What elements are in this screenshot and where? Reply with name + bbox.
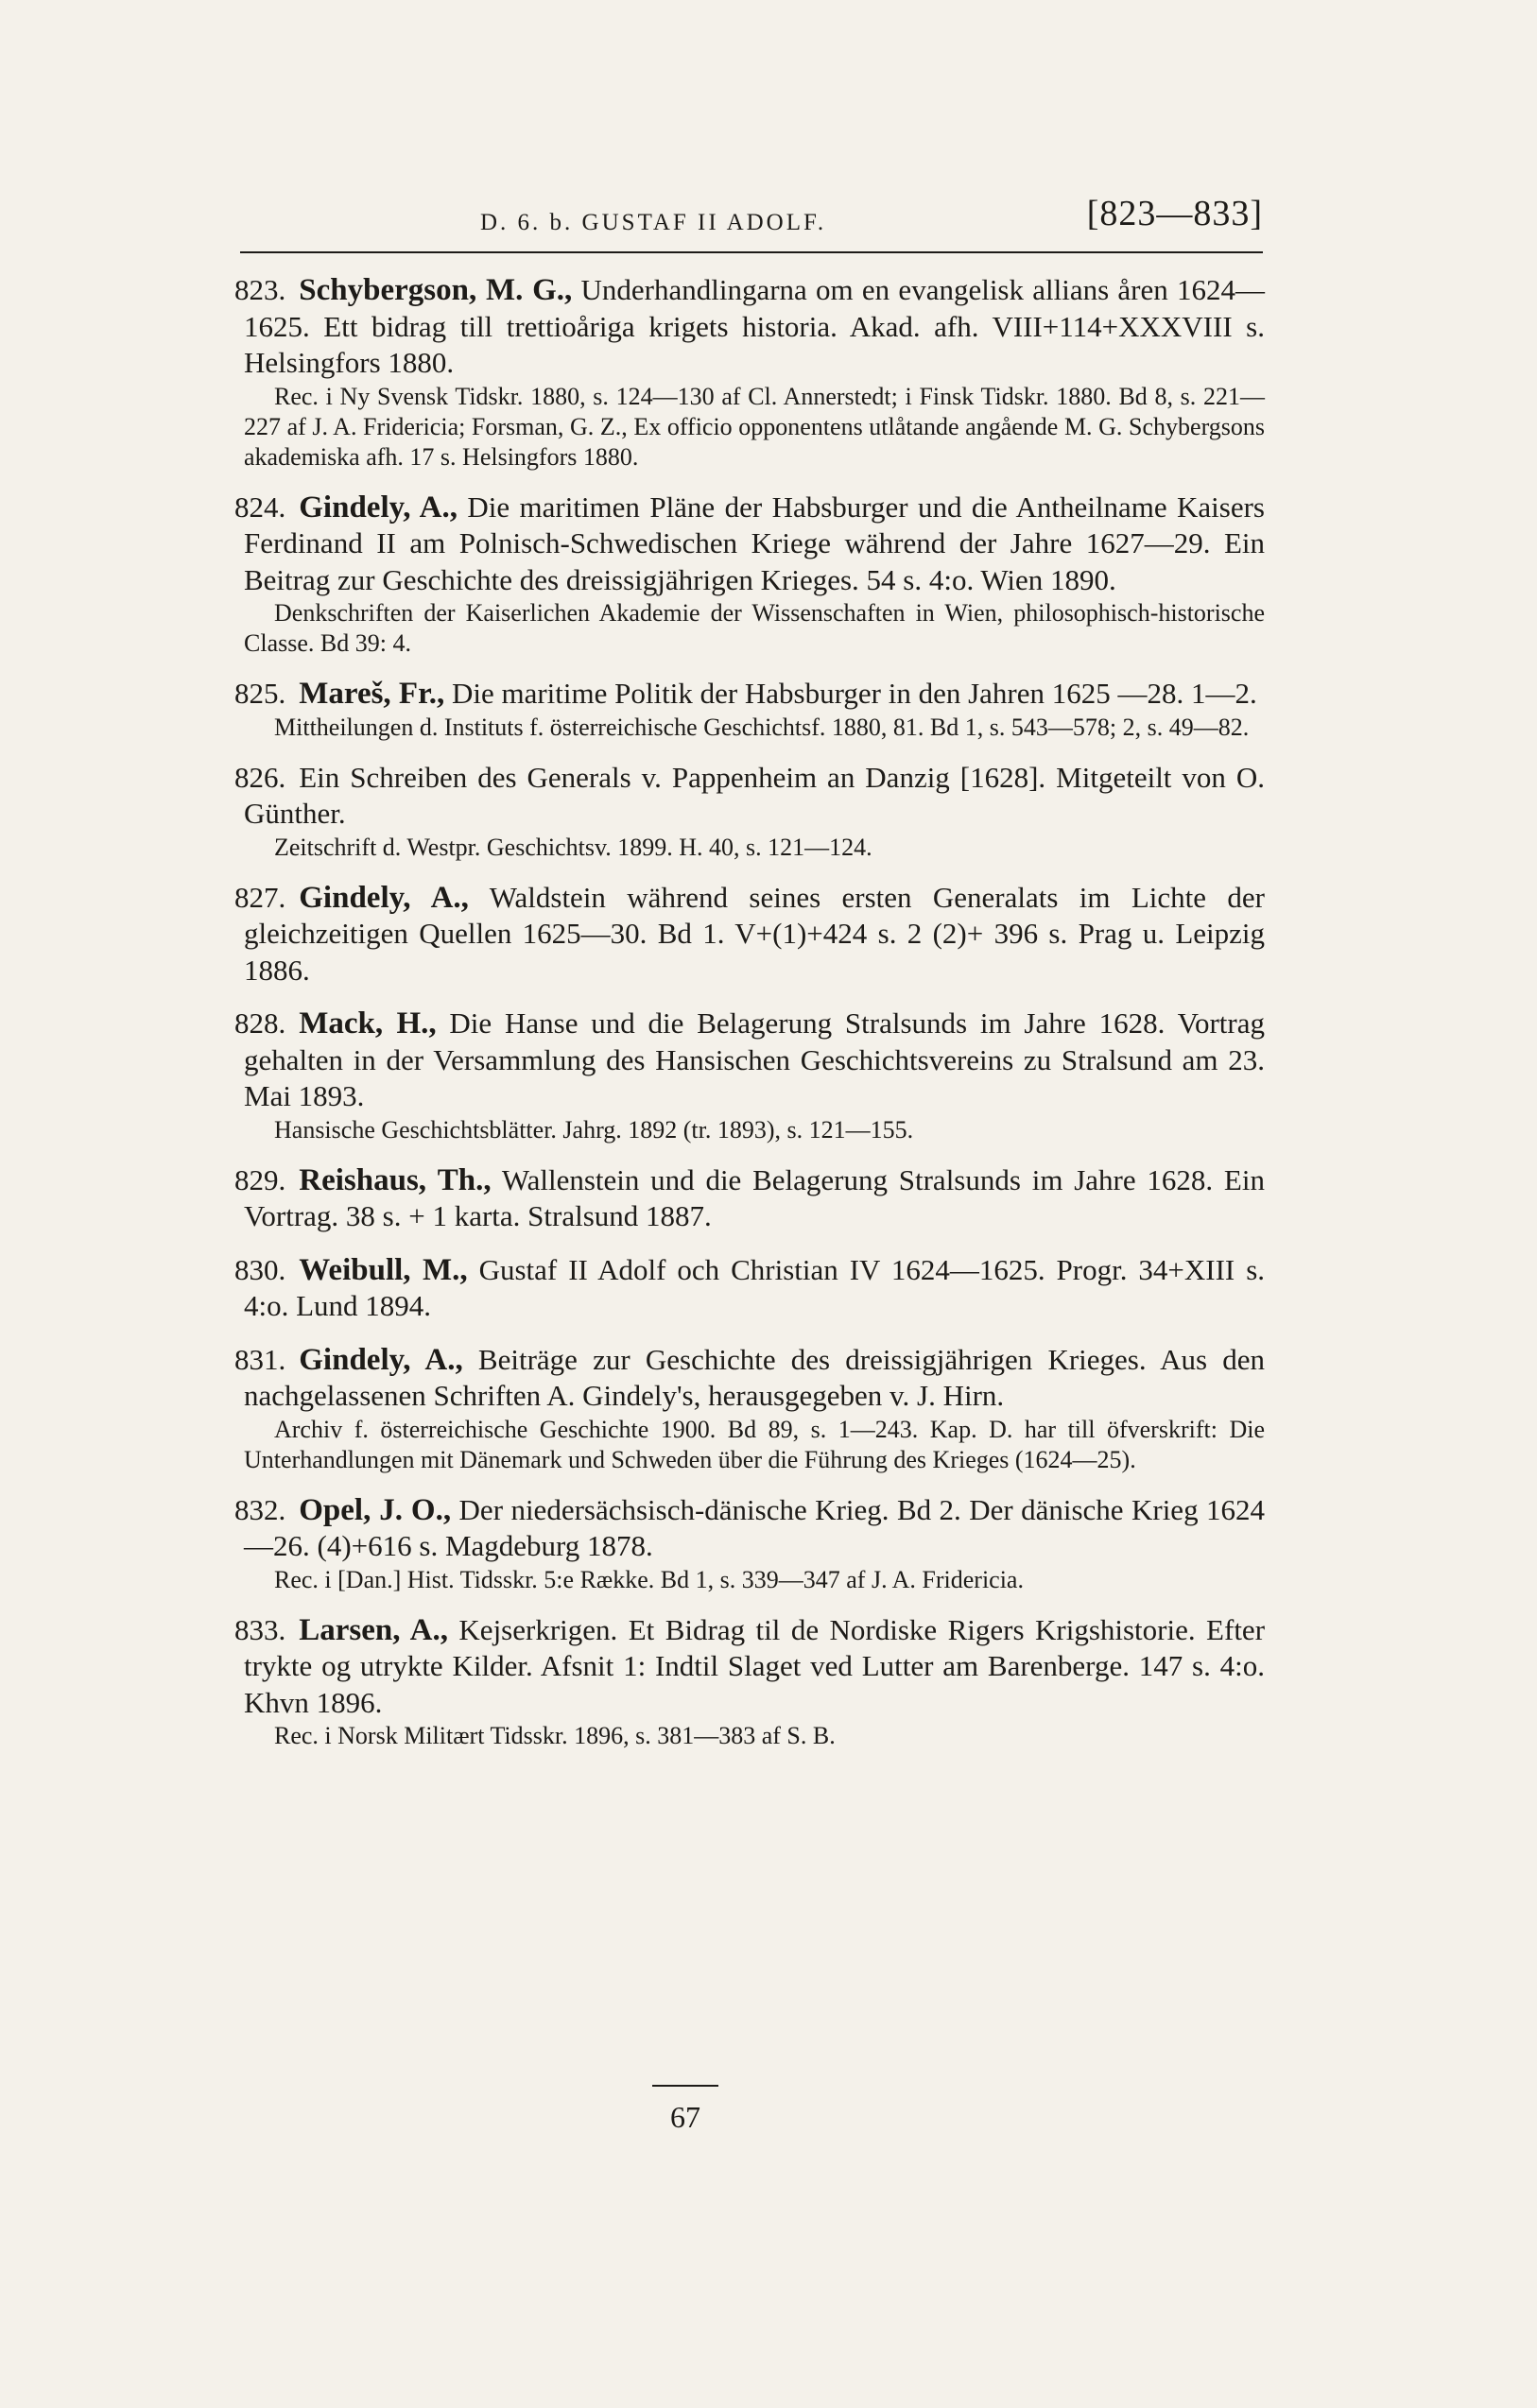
entry-note: Denkschriften der Kaiserlichen Akademie der Wissenschaften in Wien, philosophisch-historische Classe. Bd 39: 4. (244, 599, 1265, 657)
entry-number: 828. (234, 1006, 286, 1040)
entry-text: Kejserkrigen. Et Bidrag til de Nordiske Rigers Krigshistorie. Efter trykte og utrykte Kilder. Afsnit 1: Indtil Slaget ved Lutter am Barenberge. 147 s. 4:o. Khvn 1896. (244, 1612, 1266, 1719)
entry-note: Hansische Geschichtsblätter. Jahrg. 1892 (tr. 1893), s. 121—155. (274, 1115, 914, 1144)
entry-number: 823. (234, 273, 286, 306)
header-entry-range: [823—833] (1086, 194, 1263, 233)
running-header (240, 193, 1263, 259)
entry-text: Die maritimen Pläne der Habsburger und die Antheilname Kaisers Ferdinand II am Polnisch-Schwedischen Kriege während der Jahre 1627—29. Ein Beitrag zur Geschichte des dreissigjährigen Krieges. 54 s. 4:o. Wien 1890. (244, 490, 1265, 596)
entry-author: Gindely, A., (299, 880, 469, 915)
entry-main (234, 1492, 1265, 1565)
bibliography-entry (234, 1162, 1265, 1235)
entry-text: Die Hanse und die Belagerung Stralsunds im Jahre 1628. Vortrag gehalten in der Versammlung des Hansischen Geschichtsvereins zu Stralsund am 23. Mai 1893. (244, 1006, 1265, 1112)
entry-number: 829. (234, 1162, 286, 1196)
entry-text: Gustaf II Adolf och Christian IV 1624—1625. Progr. 34+XIII s. 4:o. Lund 1894. (244, 1252, 1266, 1322)
entry-main (234, 1342, 1265, 1415)
bibliography-entry (234, 490, 1265, 660)
bibliography-entry (234, 1612, 1265, 1752)
entry-author: Gindely, A., (299, 1342, 463, 1377)
bibliography-entry (234, 1492, 1265, 1595)
bibliography-entry (234, 1342, 1265, 1475)
entry-note: Rec. i Norsk Militært Tidsskr. 1896, s. 381—383 af S. B. (274, 1722, 836, 1749)
entry-main (234, 1006, 1265, 1115)
entry-text: Wallenstein und die Belagerung Stralsunds im Jahre 1628. Ein Vortrag. 38 s. + 1 karta. Stralsund 1887. (244, 1162, 1265, 1232)
entry-note: Archiv f. österreichische Geschichte 1900. Bd 89, s. 1—243. Kap. D. har till öfverskrift: Die Unterhandlungen mit Dänemark und Schweden über die Führung des Krieges (1624—25). (244, 1415, 1265, 1473)
entry-main (234, 1612, 1265, 1722)
footer-rule (652, 2085, 718, 2087)
header-section-title: D. 6. b. GUSTAF II ADOLF. (480, 210, 827, 235)
page-number: 67 (670, 2100, 700, 2134)
entry-main (234, 490, 1265, 599)
entry-number: 824. (234, 490, 286, 524)
entry-main (234, 880, 1265, 989)
entry-main (234, 272, 1265, 382)
entry-author: Schybergson, M. G., (299, 273, 573, 307)
bibliography-entries (234, 272, 1265, 1768)
entry-note: Rec. i [Dan.] Hist. Tidsskr. 5:e Række. Bd 1, s. 339—347 af J. A. Fridericia. (274, 1565, 1024, 1593)
entry-number: 827. (234, 880, 286, 914)
bibliography-entry (234, 760, 1265, 863)
header-rule (240, 251, 1263, 253)
entry-text: Beiträge zur Geschichte des dreissigjährigen Krieges. Aus den nachgelassenen Schriften A. Gindely's, herausgegeben v. J. Hirn. (244, 1342, 1265, 1412)
entry-author: Opel, J. O., (299, 1492, 452, 1527)
entry-author: Mack, H., (299, 1006, 437, 1041)
entry-author: Larsen, A., (299, 1612, 448, 1647)
entry-note: Rec. i Ny Svensk Tidskr. 1880, s. 124—130 af Cl. Annerstedt; i Finsk Tidskr. 1880. Bd 8, s. 221—227 af J. A. Fridericia; Forsman, G. Z., Ex officio opponentens utlåtande angående M. G. Schybergsons akademiska afh. 17 s. Helsingfors 1880. (244, 382, 1265, 471)
entry-author: Reishaus, Th., (299, 1162, 492, 1197)
entry-text: Die maritime Politik der Habsburger in den Jahren 1625 —28. 1—2. (451, 677, 1257, 710)
entry-author: Weibull, M., (299, 1252, 468, 1287)
entry-number: 826. (234, 760, 286, 794)
bibliography-entry (234, 880, 1265, 989)
bibliography-entry (234, 1006, 1265, 1145)
entry-note: Mittheilungen d. Instituts f. österreichische Geschichtsf. 1880, 81. Bd 1, s. 543—578; 2, s. 49—82. (274, 713, 1250, 741)
entry-number: 831. (234, 1342, 286, 1376)
bibliography-entry (234, 272, 1265, 473)
entry-number: 830. (234, 1252, 286, 1286)
entry-text: Ein Schreiben des Generals v. Pappenheim an Danzig [1628]. Mitgeteilt von O. Günther. (244, 760, 1265, 830)
entry-main (234, 1252, 1265, 1325)
entry-author: Gindely, A., (299, 490, 458, 525)
entry-main (234, 1162, 1265, 1235)
bibliography-entry (234, 1252, 1265, 1325)
entry-main (234, 676, 1265, 713)
entry-number: 832. (234, 1492, 286, 1526)
entry-main (234, 760, 1265, 833)
entry-text: Underhandlingarna om en evangelisk allians åren 1624—1625. Ett bidrag till trettioåriga krigets historia. Akad. afh. VIII+114+XXXVIII s. Helsingfors 1880. (244, 273, 1266, 379)
entry-author: Mareš, Fr., (299, 677, 445, 711)
entry-text: Der niedersächsisch-dänische Krieg. Bd 2. Der dänische Krieg 1624—26. (4)+616 s. Magdeburg 1878. (244, 1492, 1265, 1562)
bibliography-entry (234, 676, 1265, 743)
entry-number: 833. (234, 1612, 286, 1646)
entry-text: Waldstein während seines ersten Generalats im Lichte der gleichzeitigen Quellen 1625—30. Bd 1. V+(1)+424 s. 2 (2)+ 396 s. Prag u. Leipzig 1886. (244, 880, 1265, 987)
entry-number: 825. (234, 677, 286, 710)
entry-note: Zeitschrift d. Westpr. Geschichtsv. 1899. H. 40, s. 121—124. (274, 833, 872, 861)
